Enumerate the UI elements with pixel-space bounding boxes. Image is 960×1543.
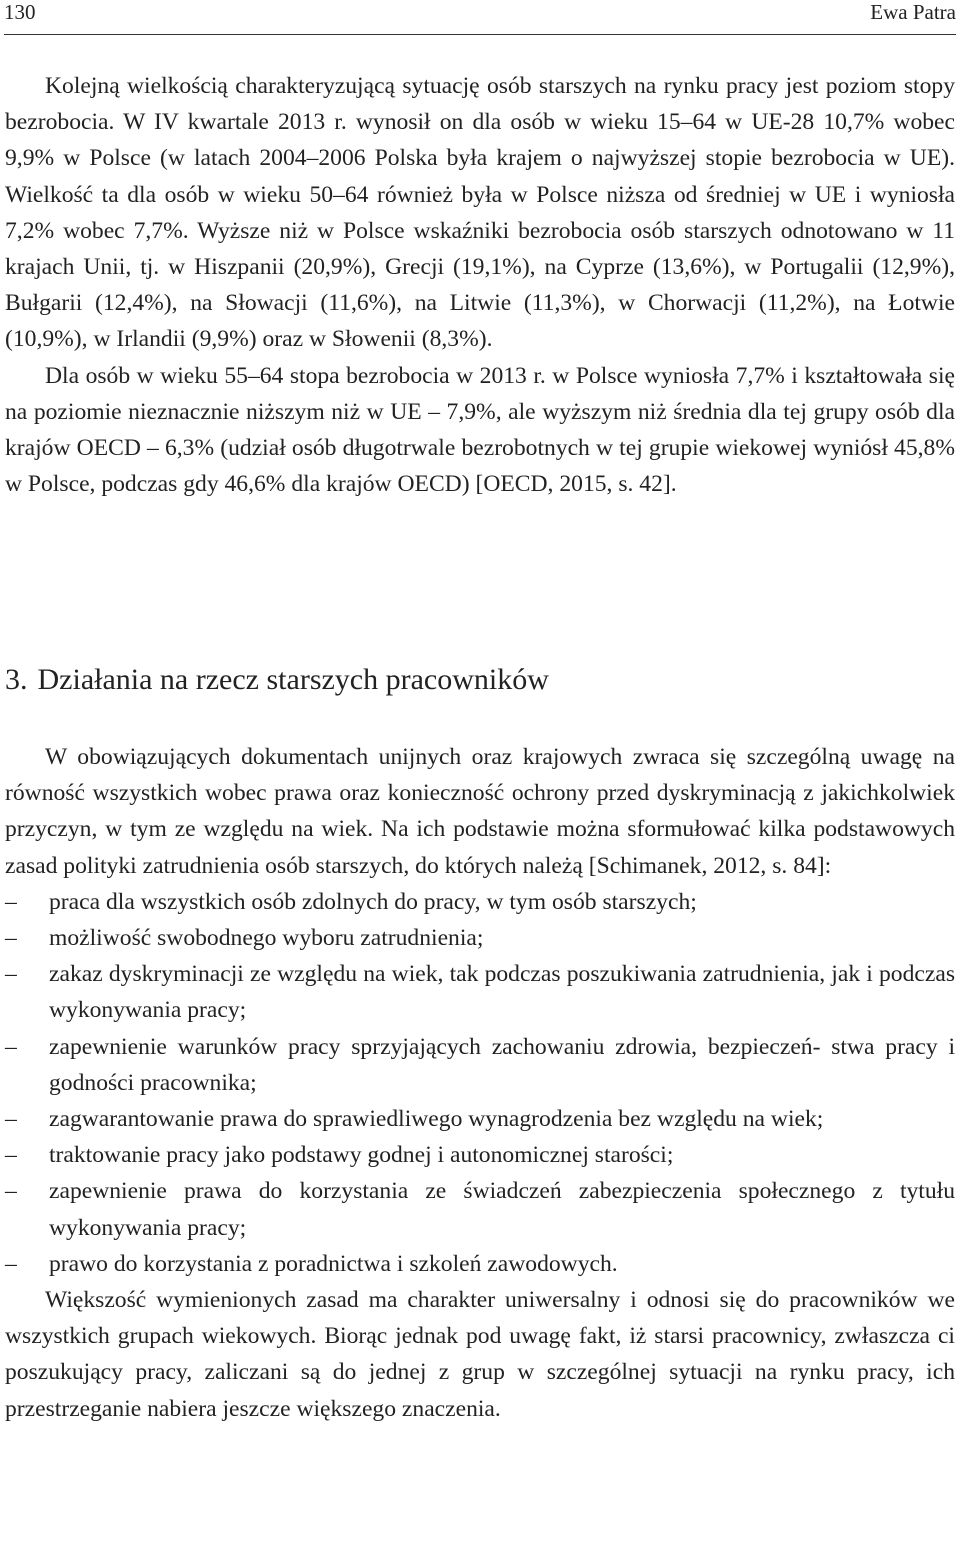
list-item-text: zapewnienie prawa do korzystania ze świadczeń zabezpieczenia społecznego z tytułu wykonywania pracy; <box>49 1178 955 1241</box>
list-dash: – <box>5 1106 17 1133</box>
list-dash: – <box>5 888 17 915</box>
section-text <box>5 739 955 1427</box>
body-paragraph: W obowiązujących dokumentach unijnych oraz krajowych zwraca się szczególną uwagę na równość wszystkich wobec prawa oraz konieczność ochrony przed dyskryminacją z jakichkolwiek przyczyn, w tym ze względu na wiek. Na ich podstawie można sformułować kilka podstawowych zasad polityki zatrudnienia osób starszych, do których należą [Schimanek, 2012, s. 84]: <box>5 744 955 879</box>
list-dash: – <box>5 961 17 988</box>
list-item <box>5 884 955 920</box>
list-item <box>5 956 955 1028</box>
page-number: 130 <box>4 0 36 24</box>
list-dash: – <box>5 1250 17 1277</box>
list-dash: – <box>5 1033 17 1060</box>
list-item-text: zagwarantowanie prawa do sprawiedliwego wynagrodzenia bez względu na wiek; <box>49 1106 824 1133</box>
list-item <box>5 1173 955 1245</box>
list-dash: – <box>5 1178 17 1205</box>
section-heading <box>5 660 549 700</box>
section-number: 3. <box>5 663 28 696</box>
list-item <box>5 1246 955 1282</box>
body-paragraph: Większość wymienionych zasad ma charakter uniwersalny i odnosi się do pracowników we wszystkich grupach wiekowych. Biorąc jednak pod uwagę fakt, iż starsi pracownicy, zwłaszcza ci poszukujący pracy, zaliczani są do jednej z grup w szczególnej sytuacji na rynku pracy, ich przestrzeganie nabiera jeszcze większego znaczenia. <box>5 1287 955 1422</box>
body-paragraph: Dla osób w wieku 55–64 stopa bezrobocia w 2013 r. w Polsce wyniosła 7,7% i kształtowała się na poziomie nieznacznie niższym niż w UE – 7,9%, ale wyższym niż średnia dla tej grupy osób dla krajów OECD – 6,3% (udział osób długotrwale bezrobotnych w tej grupie wiekowej wyniósł 45,8% w Polsce, podczas gdy 46,6% dla krajów OECD) [OECD, 2015, s. 42]. <box>5 362 955 498</box>
list-item-text: traktowanie pracy jako podstawy godnej i autonomicznej starości; <box>49 1142 674 1169</box>
list-dash: – <box>5 925 17 952</box>
intro-text <box>5 68 955 502</box>
list-dash: – <box>5 1142 17 1169</box>
principles-list <box>5 884 955 1282</box>
body-paragraph: Kolejną wielkością charakteryzującą sytuację osób starszych na rynku pracy jest poziom stopy bezrobocia. W IV kwartale 2013 r. wynosił on dla osób w wieku 15–64 w UE-28 10,7% wobec 9,9% w Polsce (w latach 2004–2006 Polska była krajem o najwyższej stopie bezrobocia w UE). Wielkość ta dla osób w wieku 50–64 również była w Polsce niższa od średniej w UE i wyniosła 7,2% wobec 7,7%. Wyższe niż w Polsce wskaźniki bezrobocia osób starszych odnotowano w 11 krajach Unii, tj. w Hiszpanii (20,9%), Grecji (19,1%), na Cyprze (13,6%), w Portugalii (12,9%), Bułgarii (12,4%), na Słowacji (11,6%), na Litwie (11,3%), w Chorwacji (11,2%), na Łotwie (10,9%), w Irlandii (9,9%) oraz w Słowenii (8,3%). <box>5 73 955 353</box>
section-title: Działania na rzecz starszych pracowników <box>37 663 549 696</box>
list-item-text: praca dla wszystkich osób zdolnych do pracy, w tym osób starszych; <box>49 888 697 915</box>
list-item <box>5 1101 955 1137</box>
list-item-text: zakaz dyskryminacji ze względu na wiek, tak podczas poszukiwania zatrudnienia, jak i podczas wykonywania pracy; <box>49 961 955 1024</box>
list-item <box>5 920 955 956</box>
list-item-text: zapewnienie warunków pracy sprzyjających zachowaniu zdrowia, bezpieczeń- stwa pracy i godności pracownika; <box>49 1033 955 1096</box>
list-item <box>5 1029 955 1101</box>
list-item <box>5 1137 955 1173</box>
running-header-author: Ewa Patra <box>870 0 956 24</box>
list-item-text: możliwość swobodnego wyboru zatrudnienia; <box>49 925 484 952</box>
list-item-text: prawo do korzystania z poradnictwa i szkoleń zawodowych. <box>49 1250 618 1277</box>
running-header <box>4 0 956 35</box>
